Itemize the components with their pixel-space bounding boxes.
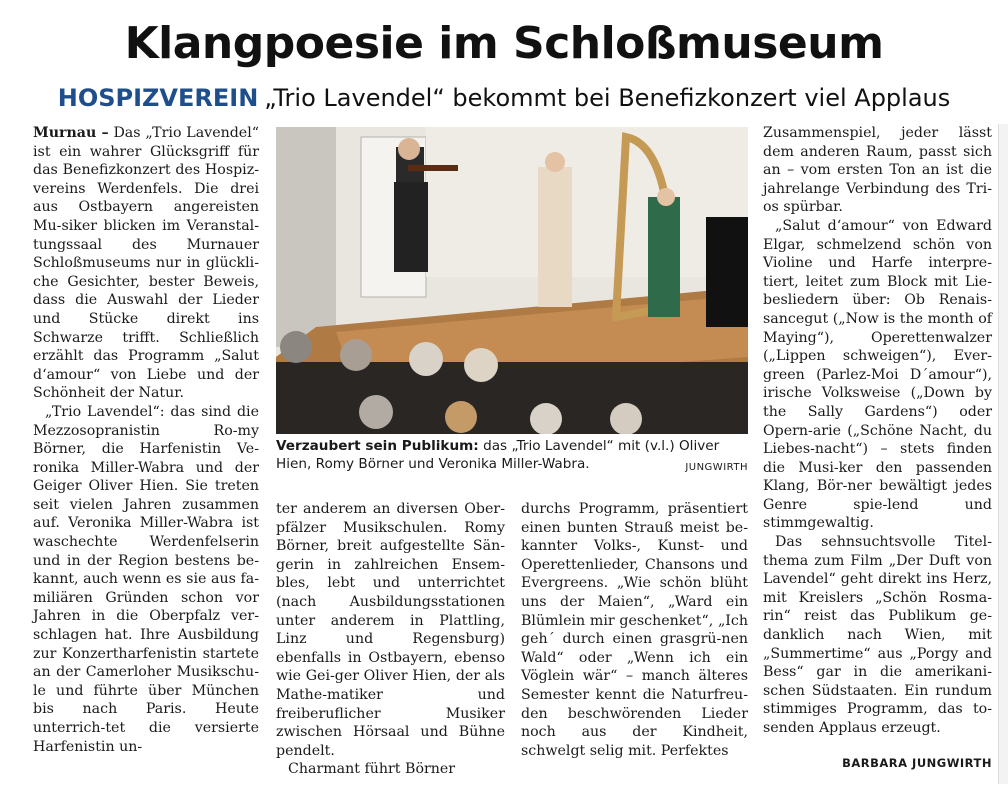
subheadline-text: „Trio Lavendel“ bekommt bei Benefizkonzert viel Applaus: [264, 84, 951, 112]
paragraph: Das sehnsuchtsvolle Titel-thema zum Film „Der Duft von Lavendel“ geht direkt ins Herz, mit Kreislers „Schön Rosma-rin“ reist das Publikum ge-danklich nach Wien, mit „Summertime“ aus „Porgy and Bess“ gar in die amerikani-schen Südstaaten. Ein rundum stimmiges Programm, das to-senden Applaus erzeugt.: [763, 534, 992, 736]
subheadline: [0, 84, 1008, 112]
paragraph: Charmant führt Börner: [288, 761, 456, 778]
column-1: [33, 124, 259, 756]
paragraph: durchs Programm, präsentiert einen bunten Strauß meist be-kannter Volks-, Kunst- und Operettenlieder, Chansons und Evergreens. „Wie schön blüht uns der Maien“, „Ward ein Blümlein mir geschenket“, „Ich geh´ durch einen grasgrü-nen Wald“ oder „Wenn ich ein Vöglein wär“ – manch älteres Semester kennt die Naturfreu-den beschwörenden Lieder noch aus der Kindheit, schwelgt selig mit. Perfektes: [521, 501, 748, 759]
column-2: [276, 500, 505, 779]
column-4: [763, 124, 992, 738]
dateline: Murnau –: [33, 125, 109, 141]
paragraph-text: Das „Trio Lavendel“ ist ein wahrer Glücksgriff für das Benefizkonzert des Hospiz-vereins Werdenfels. Die drei aus Ostbayern angereisten Mu-siker blicken im Veranstal-tungssaal des Murnauer Schloßmuseums nur in glückli-che Gesichter, bester Beweis, dass die Auswahl der Lieder und Stücke direkt ins Schwarze trifft. Schließlich erzählt das Programm „Salut d‘amour“ von Liebe und der Schönheit der Natur.: [33, 125, 259, 402]
paragraph: „Salut d‘amour“ von Edward Elgar, schmelzend schön von Violine und Harfe interpre-tiert, leitet zum Block mit Lie-besliedern über: Ob Renais-sancegut („Now is the month of Maying“), Operettenwalzer („Lippen schweigen“), Ever-green (Parlez-Moi D´amour“), irische Volksweise („Down by the Sally Gardens“) oder Opern-arie („Schöne Nacht, du Liebes-nacht“) – stets finden die Musi-ker den passenden Klang, Bör-ner bewältigt jedes Genre spie-lend und stimmgewaltig.: [763, 217, 992, 532]
concert-photo: [276, 127, 748, 434]
column-3: [521, 500, 748, 760]
paragraph: Zusammenspiel, jeder lässt dem anderen Raum, passt sich an – vom ersten Ton an ist die jahrelange Verbindung des Tri-os spürbar.: [763, 125, 992, 216]
headline: Klangpoesie im Schloßmuseum: [124, 18, 884, 69]
author: BARBARA JUNGWIRTH: [842, 756, 992, 770]
photo-credit: JUNGWIRTH: [685, 462, 748, 473]
kicker: HOSPIZVEREIN: [57, 84, 259, 112]
paragraph: ter anderem an diversen Ober-pfälzer Musikschulen. Romy Börner, breit aufgestellte Sän-gerin in zahlreichen Ensem-bles, lebt und unterrichtet (nach Ausbildungsstationen unter anderem in Plattling, Linz und Regensburg) ebenfalls in Ostbayern, ebenso wie Gei-ger Oliver Hien, der als Mathe-matiker und freiberuflicher Musiker zwischen Hörsaal und Bühne pendelt.: [276, 501, 505, 759]
photo-caption: [276, 437, 748, 477]
paragraph: „Trio Lavendel“: das sind die Mezzosopranistin Ro-my Börner, die Harfenistin Ve-ronika Miller-Wabra und der Geiger Oliver Hien. Sie treten seit vielen Jahren zusammen auf. Veronika Miller-Wabra ist waschechte Werdenfelserin und in der Region bestens be-kannt, auch wenn es sie aus fa-miliären Gründen schon vor Jahren in die Oberpfalz ver-schlagen hat. Ihre Ausbildung zur Konzertharfenistin startete an der Camerloher Musikschu-le und führte über München bis nach Paris. Heute unterrich-tet die versierte Harfenistin un-: [33, 403, 259, 755]
caption-text: das „Trio Lavendel“ mit (v.l.) Oliver Hien, Romy Börner und Veronika Miller-Wabra.: [276, 438, 720, 472]
concert-photo-illustration: [276, 127, 748, 434]
paragraph: [33, 124, 259, 403]
page-edge: [998, 124, 1008, 784]
caption-lead: Verzaubert sein Publikum:: [276, 438, 479, 454]
